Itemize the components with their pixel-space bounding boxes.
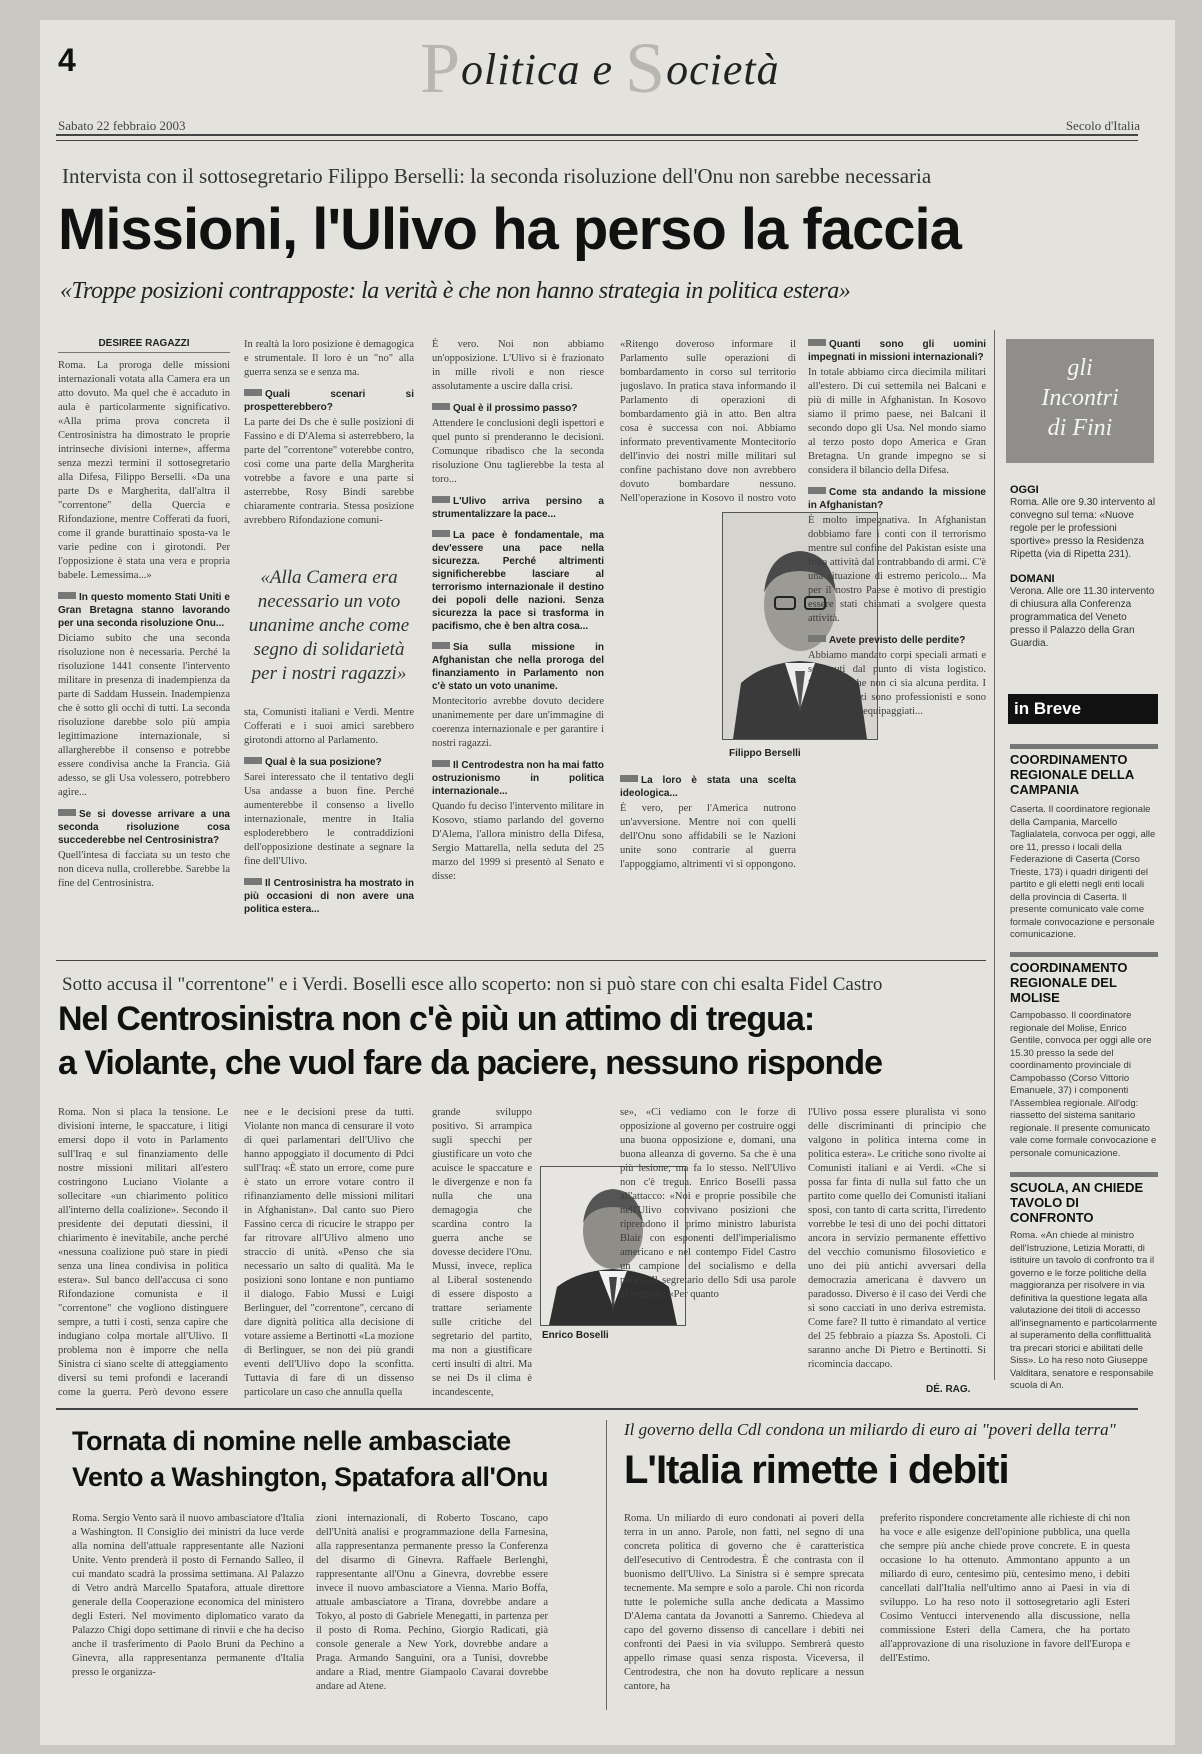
article1-kicker: Intervista con il sottosegretario Filippo Berselli: la seconda risoluzione dell'Onu non sarebbe necessaria bbox=[62, 164, 932, 188]
brief3-title: SCUOLA, AN CHIEDE TAVOLO DI CONFRONTO bbox=[1010, 1172, 1158, 1225]
interview-question bbox=[244, 388, 414, 414]
brief2-text: Campobasso. Il coordinatore regionale del Molise, Enrico Gentile, convoca per oggi alle ore 15.30 presso la sede del coordinamento provinciale di Campobasso (Corso Vittorio Emanuele, 37) i componenti l'Assemblea regionale. All'odg: riassetto del sistema sanitario regionale. Il presente comunicato vale come formale convocazione e personale comunicazione. bbox=[1010, 1010, 1157, 1159]
article1-text: È vero, per l'America nutrono un'avversione. Mentre noi con quelli dell'Onu sono affidabili se le Nazioni unite sono contrarie al guerra l'appoggiamo, altrimenti vi si oppongono. bbox=[620, 803, 796, 870]
issue-date: Sabato 22 febbraio 2003 bbox=[58, 118, 186, 133]
article3-headline-line1: Tornata di nomine nelle ambasciate bbox=[72, 1426, 511, 1456]
article2-col3 bbox=[432, 1106, 532, 1400]
interview-question bbox=[432, 759, 604, 798]
article1-text: Abbiamo mandato corpi speciali armati e sostenuti dal punto di vista logistico. Speriamo che non ci sia alcuna perdita. I nostri ragazzi sono professionisti e sono ottimamente equipaggiati... bbox=[808, 650, 986, 717]
article1-text: «Ritengo doveroso informare il Parlamento sulle operazioni di bombardamento in corso sul territorio jugoslavo. In pratica stava informando il Parlamento di operazioni di bombardamento già in atto. Ben altra cosa è successa con noi. Abbiamo informato preventivamente Montecitorio dell'invio dei nostri mille militari sul confine pachistano dove non avrebbero dovuto bombardare nessuno. Nell'operazione in Kosovo il nostro voto bbox=[620, 339, 796, 504]
article1-text: Sarei interessato che il tentativo degli Usa andasse a buon fine. Perché aumenterebbe il consenso a livello internazionale, mentre in Italia esploderebbero le contraddizioni dell'opposizione destinate a segnare la fine dell'Ulivo. bbox=[244, 772, 414, 867]
article1-text: Attendere le conclusioni degli ispettori e quel punto si prenderanno le decisioni. Comunque ribadisco che la seconda risoluzione Onu taglierebbe la testa al toro... bbox=[432, 418, 604, 485]
masthead-rule bbox=[56, 134, 1138, 136]
question-marker bbox=[808, 339, 826, 346]
agenda bbox=[1010, 478, 1158, 650]
article1-col5 bbox=[808, 330, 986, 950]
question-text: Il Centrodestra non ha mai fatto ostruzionismo in politica internazionale... bbox=[432, 760, 604, 797]
article2-text: se», «Ci vediamo con le forze di opposizione al governo per costruire oggi una buona opposizione e, domani, una buona alleanza di governo. Sa che è una più lesione, ma fa lo stesso. Nell'Ulivo non c'è tregua. Enrico Boselli passa all'attacco: «Noi e proprie possibile che nell'Ulivo convivano posizioni che riprendono il primo ministro laburista Blair con esponenti dell'imperialismo americano e nel contempo Fidel Castro un campione del socialismo e della pace». Il segretario dello Sdi usa parole al vetriolo: «Per quanto bbox=[620, 1107, 796, 1300]
article1-col2-bottom bbox=[244, 706, 414, 950]
article-divider-vertical bbox=[606, 1420, 607, 1710]
article2-col1 bbox=[58, 1106, 228, 1400]
page-number: 4 bbox=[58, 42, 76, 78]
article4-col2 bbox=[880, 1512, 1130, 1708]
question-marker bbox=[244, 389, 262, 396]
interview-question bbox=[432, 529, 604, 633]
article2-text: grande sviluppo positivo. Si arrampica sugli specchi per giustificare un voto che acuisce le spaccature e le divergenze e non fa nulla che una demagogia che scardina contro la guerra anche se dovesse decidere l'Onu. Mussi, invece, replica al Liberal sostenendo di essere disposto a trattare seriamente sulle critiche del segretario del partito, ma non a giustificare certi insulti di altri. Ma se nei Ds il clima è incandescente, bbox=[432, 1107, 532, 1398]
incontri-di-fini-title bbox=[1006, 353, 1154, 443]
question-text: Qual è la sua posizione? bbox=[265, 757, 382, 768]
masthead-rule-thin bbox=[56, 140, 1138, 141]
interview-question bbox=[620, 774, 796, 800]
question-marker bbox=[244, 757, 262, 764]
question-marker bbox=[620, 775, 638, 782]
question-text: La pace è fondamentale, ma dev'essere una pace nella sicurezza. Perché altrimenti significherebbe lasciare al terrorismo internazionale il destino dei popoli delle nazioni. Senza sicurezza la pace si trasforma in pacifismo, che è ben altra cosa... bbox=[432, 530, 604, 632]
brief1-title: COORDINAMENTO REGIONALE DELLA CAMPANIA bbox=[1010, 744, 1158, 797]
question-marker bbox=[432, 760, 450, 767]
interview-question bbox=[58, 591, 230, 630]
interview-question bbox=[432, 495, 604, 521]
article3-text: zioni internazionali, di Roberto Toscano, capo dell'Unità analisi e programmazione della Farnesina, alla rappresentanza permanente presso la Conferenza del disarmo di Ginevra. Raffaele Berlenghi, rappresentante all'Onu a Ginevra, dovrebbe essere invece il nuovo ambasciatore a Vienna. Mario Boffa, attuale ambasciatore a Tirana, dovrebbe andare a Tokyo, al posto di Gabriele Menegatti, in partenza per il posto di Roma. Pechino, Giorgio Radicati, già console generale a New York, dovrebbe andare a Praga. Armando Sanguini, ora a Tunisi, dovrebbe andare a Riad, mentre Giampaolo Cavarai dovrebbe andare ad Atene. bbox=[316, 1513, 548, 1692]
article4-text: Roma. Un miliardo di euro condonati ai poveri della terra in un anno. Parole, non fatti, nel segno di una concreta politica di governo che è caratteristica dell'esecutivo di Centrodestra. È che contrasta con il buonismo dell'Ulivo. La Sinistra si è sempre sprecata tecnemente. Ma sempre e solo a parole. Chi non ricorda tutte le polemiche sulla anche dedicata a Massimo D'Alema cantata da Jovanotti a Sanremo. Chiedeva al capo del governo dissenso di cancellare i debiti nei confronti dei Paesi in via sviluppo. Sembrerà questo appello rimase quasi senza risposta. Viceversa, il Centrodestra, che non ha dovuto replicare a nessun cantore, ha bbox=[624, 1513, 864, 1692]
question-text: Il Centrosinistra ha mostrato in più occasioni di non avere una politica estera... bbox=[244, 878, 414, 915]
article4-headline: L'Italia rimette i debiti bbox=[624, 1448, 1009, 1492]
article-divider bbox=[56, 1408, 1138, 1410]
interview-question bbox=[808, 486, 986, 512]
question-marker bbox=[808, 487, 826, 494]
article4-col1 bbox=[624, 1512, 864, 1708]
question-marker bbox=[432, 642, 450, 649]
question-text: L'Ulivo arriva persino a strumentalizzare la pace... bbox=[432, 496, 604, 520]
article2-kicker: Sotto accusa il "correntone" e i Verdi. Boselli esce allo scoperto: non si può stare con chi esalta Fidel Castro bbox=[62, 974, 883, 995]
newspaper-name: Secolo d'Italia bbox=[1065, 118, 1140, 133]
article1-text: In realtà la loro posizione è demagogica e strumentale. Il loro è un "no" alla guerra senza se e senza ma. bbox=[244, 339, 414, 378]
article1-text: In totale abbiamo circa diecimila militari all'estero. Di cui settemila nei Balcani e più di mille in Afghanistan. In Kosovo siamo il primo paese, nei Balcani il secondo dopo gli Usa. Nel mondo siamo al terzo posto dopo America e Gran Bretagna. Un grande impegno se si considera il bilancio della Difesa. bbox=[808, 367, 986, 476]
brief1-text: Caserta. Il coordinatore regionale della Campania, Marcello Taglialatela, convoca per oggi, alle ore 11, presso i locali della Federazione di Caserta (Corso Trieste, 173) i quadri dirigenti del partito e gli eletti negli enti locali della provincia di Caserta. Il presente comunicato vale come formale convocazione e personale comunicazione. bbox=[1010, 804, 1156, 940]
article2-headline-line2: a Violante, che vuol fare da paciere, nessuno risponde bbox=[58, 1044, 882, 1082]
in-breve-banner: in Breve bbox=[1008, 694, 1158, 724]
agenda-oggi-text: Roma. Alle ore 9.30 intervento al convegno sul tema: «Nuove regole per le professioni sportive» presso la Residenza Ripetta (via di Ripetta 231). bbox=[1010, 497, 1156, 560]
incontri-di-fini-box bbox=[1006, 339, 1154, 463]
article1-text: È vero. Noi non abbiamo un'opposizione. L'Ulivo si è frazionato in mille rivoli e non riesce assolutamente a uscire dalla crisi. bbox=[432, 339, 604, 392]
berselli-caption: Filippo Berselli bbox=[729, 748, 801, 759]
article1-text: Roma. La proroga delle missioni internazionali votata alla Camera era un atto dovuto. Ma quel che è accaduto in aula è particolarmente significativo. «Alla prima prova concreta il Centrosinistra ha dimostrato le proprie intrinseche divisioni interne», afferma senza mezzi termini il sottosegretario alla Difesa, Filippo Berselli. «Da una parte Ds e Margherita, dall'altra il "correntone" della Quercia e Rifondazione, mentre Cofferati da fuori, come il grande burattinaio sposta-va le varie pedine con i girotondi. Per l'opposizione è stata una vera e propria babele. Lemessima...» bbox=[58, 360, 230, 581]
question-text: Se si dovesse arrivare a una seconda risoluzione cosa succederebbe nel Centrosinistra? bbox=[58, 809, 230, 846]
article1-col4-top bbox=[620, 338, 796, 508]
article1-byline: DÉSIRÉE RAGAZZI bbox=[58, 338, 230, 353]
article1-col4-side bbox=[620, 512, 716, 742]
question-marker bbox=[58, 809, 76, 816]
article4-kicker: Il governo della Cdl condona un miliardo di euro ai "poveri della terra" bbox=[624, 1420, 1116, 1439]
article1-pullquote: «Alla Camera era necessario un voto unanime anche come segno di solidarietà per i nostri ragazzi» bbox=[248, 567, 410, 684]
question-text: Sia sulla missione in Afghanistan che nella proroga del finanziamento in Parlamento non c'è stato un voto unanime. bbox=[432, 642, 604, 692]
article1-col3 bbox=[432, 338, 604, 950]
interview-question bbox=[432, 402, 604, 415]
question-text: Come sta andando la missione in Afghanistan? bbox=[808, 487, 986, 511]
article2-text: nee e le decisioni prese da tutti. Violante non manca di censurare il voto di quei parlamentari dell'Ulivo che hanno appoggiato il documento di Pdci sull'Iraq: «È stato un errore, come pure è stato un errore votare contro il rifinanziamento delle missioni militari in Afghanistan». Dal canto suo Piero Fassino cerca di ricucire le strappo per far ritrovare all'Ulivo almeno uno straccio di unità. «Penso che sia necessario un salto di qualità. Ma le posizioni sono lontane e non puntiamo il dialogo. Fabio Mussi e Luigi Berlinguer, del "correntone", cercano di dare dignità politica alla decisione di votare assieme a Bertinotti «La mozione di Berlinguer, se non dei più grandi eventi dell'Ulivo dopo la sconfitta. Tuttavia di fare di un dissenso particolare un caso che annulla quella bbox=[244, 1107, 414, 1398]
boselli-caption: Enrico Boselli bbox=[542, 1330, 609, 1341]
brief2-title: COORDINAMENTO REGIONALE DEL MOLISE bbox=[1010, 952, 1158, 1005]
section-word-2: ocietà bbox=[666, 45, 780, 94]
interview-question bbox=[808, 634, 986, 647]
article1-text: La parte dei Ds che è sulle posizioni di Fassino e di D'Alema si asterrebbero, la parte del "correntone" voterebbe contro, così come una parte della Margherita votrebbe a favore e una parte si asterrebbe, Rosy Bindi sarebbe chiaramente contraria. Stessa posizione avrebbero Rifondazione comuni- bbox=[244, 417, 414, 526]
section-initial-s: S bbox=[625, 28, 667, 108]
interview-question bbox=[244, 756, 414, 769]
incontri-line: gli bbox=[1067, 355, 1093, 381]
article1-text: Diciamo subito che una seconda risoluzione non è necessaria. Perché la risoluzione 1441 consente l'intervento militare in presenza di inadempienza da parte di Saddam Hussein. Inadempienza che è sotto gli occhi di tutti. La seconda risoluzione darebbe solo più ampia legittimazione internazionale, si allargherebbe il consenso e potrebbe essere condivisa anche la Francia. Già adesso, se gli Usa volessero, potrebbero agire... bbox=[58, 633, 230, 798]
article1-text: Montecitorio avrebbe dovuto decidere unanimemente per dare un'immagine di coerenza internazionale e per garantire i nostri ragazzi. bbox=[432, 696, 604, 749]
agenda-domani-label: DOMANI bbox=[1010, 573, 1055, 585]
interview-question bbox=[808, 338, 986, 364]
agenda-domani-text: Verona. Alle ore 11.30 intervento di chiusura alla Conferenza programmatica del Veneto presso il Palazzo della Gran Guardia. bbox=[1010, 586, 1155, 649]
sidebar-divider bbox=[994, 330, 995, 1380]
article1-headline: Missioni, l'Ulivo ha perso la faccia bbox=[58, 197, 961, 262]
article2-col5 bbox=[808, 1106, 986, 1368]
article4-text: preferito rispondere concretamente alle richieste di chi non ha voce e alle esigenze dell'opinione pubblica, una quella che sempre più anche chiede prove concrete. E in questa occasione lo ha ottenuto. Ammontano appunto a un miliardo di euro, centesimo più, centesimo meno, i debiti cancellati dall'Italia nell'ultimo anno ai Paesi in via di sviluppo. Lo ha reso noto il sottosegretario agli Esteri Cosimo Ventucci intervenendo alla discussione, nella commissione Esteri della Camera, che ha portato all'approvazione di una risoluzione in favore dell'Europa e dell'Estimo. bbox=[880, 1513, 1130, 1664]
article2-text: Roma. Non si placa la tensione. Le divisioni interne, le spaccature, i litigi emersi dopo il voto in Parlamento sull'Iraq e sul finanziamento delle nostre missioni militari all'estero costringono Luciano Violante a sollecitare «un chiarimento politico all'interno della coalizione». Secondo il presidente dei deputati diessini, il chiarimento è inevitabile, anche perché «nessuna coalizione può stare in piedi senza una linea condivisa in politica estera». Sul banco dell'accusa ci sono Rifondazione comunista e il "correntone" che vogliono distinguere sempre, a tutti i costi, senza capire che indugiano colpa mortale all'Ulivo. Il problema non è imporre che nella Sinistra ci siano scelte di atteggiamento diversi su temi profondi e lacerandi come la guerra. Però devono essere bbox=[58, 1107, 228, 1398]
question-text: In questo momento Stati Uniti e Gran Bretagna stanno lavorando per una seconda risoluzione Onu... bbox=[58, 592, 230, 629]
article3-col2 bbox=[316, 1512, 548, 1708]
article2-col4 bbox=[620, 1106, 796, 1400]
article3-headline-line2: Vento a Washington, Spatafora all'Onu bbox=[72, 1462, 548, 1492]
article1-text: Quando fu deciso l'intervento militare in Kosovo, stiamo parlando del governo D'Alema, l'allora ministro della Difesa, Sergio Mattarella, nella seduta del 25 marzo del 1999 si presentò al Senato e disse: bbox=[432, 801, 604, 882]
article1-text: sta, Comunisti italiani e Verdi. Mentre Cofferati e i suoi amici sarebbero girotondi attorno al Parlamento. bbox=[244, 707, 414, 746]
question-marker bbox=[58, 592, 76, 599]
article2-headline-line1: Nel Centrosinistra non c'è più un attimo di tregua: bbox=[58, 1000, 815, 1038]
agenda-oggi-label: OGGI bbox=[1010, 484, 1039, 496]
article3-text: Roma. Sergio Vento sarà il nuovo ambasciatore d'Italia a Washington. Il Consiglio dei ministri da luce verde alla nomina dell'attuale rappresentante alle Nazioni Unite. Vento prenderà il posto di Fernando Salleo, il cui mandato scadrà la prossima settimana. Al Palazzo di Vetro andrà Marcello Spatafora, attuale direttore generale della Cooperazione economica del ministero degli Esteri. Nel movimento diplomatico varato da Palazzo Chigi dopo settimane di rinvii e che ha deciso anche il trasferimento di Paolo Bruni da Pechino a Ginevra, alla rappresentanza permanente d'Italia presso le organizza- bbox=[72, 1513, 304, 1678]
interview-question bbox=[244, 877, 414, 916]
interview-question bbox=[58, 808, 230, 847]
article2-col2 bbox=[244, 1106, 414, 1400]
question-marker bbox=[432, 496, 450, 503]
incontri-line: di Fini bbox=[1047, 415, 1113, 441]
question-marker bbox=[432, 530, 450, 537]
interview-question bbox=[432, 641, 604, 693]
section-word-1: olitica e bbox=[461, 45, 626, 94]
article3-col1 bbox=[72, 1512, 304, 1708]
question-text: Quali scenari si prospetterebbero? bbox=[244, 389, 414, 413]
section-title bbox=[420, 28, 780, 108]
brief3-text: Roma. «An chiede al ministro dell'Istruzione, Letizia Moratti, di istituire un tavolo di confronto tra il governo e le forze politiche della maggioranza per risolvere in via definitiva la questione legata alla valutazione dei titoli di accesso all'insegnamento e particolarmente al superamento della conflittualità tra precari storici e abilitati delle Siss». Lo ha reso noto Giuseppe Valditara, senatore e responsabile scuola di An. bbox=[1010, 1230, 1158, 1391]
article1-col2-top bbox=[244, 338, 414, 562]
article1-text: Quell'intesa di facciata su un testo che non diceva nulla, crollerebbe. Sarebbe la fine del Centrosinistra. bbox=[58, 850, 230, 889]
section-initial-p: P bbox=[420, 28, 462, 108]
question-marker bbox=[244, 878, 262, 885]
article2-signature: DÉ. RAG. bbox=[926, 1384, 971, 1395]
question-marker bbox=[432, 403, 450, 410]
question-marker bbox=[808, 635, 826, 642]
article1-col4-bottom bbox=[620, 766, 796, 950]
article-divider bbox=[56, 960, 986, 961]
article2-text: l'Ulivo possa essere pluralista vi sono delle discriminanti di principio che valgono in politica interna come in politica estera». Le critiche sono rivolte ai Comunisti italiani e ai Verdi. «Che si possa far finta di nulla sul fatto che un partito come quello dei Comunisti italiani sposi, con tanto di carta scritta, l'irredento vorrebbe le tesi di uno dei pochi dittatori ancora in servizio permanente effettivo del vecchio comunismo filosovietico e uno dei più antichi avversari della democrazia americana è davvero un paradosso. Diverso è il caso dei Verdi che si sono cacciati in uno deriva estremista. Come fare? Il tutto è rimandato al vertice del 25 febbraio a piazza Ss. Apostoli. Ci saranno anche Di Pietro e Bertinotti. Si ricomincia daccapo. bbox=[808, 1107, 986, 1368]
question-text: Quanti sono gli uomini impegnati in missioni internazionali? bbox=[808, 339, 986, 363]
question-text: Avete previsto delle perdite? bbox=[829, 635, 966, 646]
question-text: Qual è il prossimo passo? bbox=[453, 403, 578, 414]
question-text: La loro è stata una scelta ideologica... bbox=[620, 775, 796, 799]
article1-text: È molto impegnativa. In Afghanistan dobbiamo fare i conti con il terrorismo mentre sul confine del Pakistan esiste una folta attività dal contrabbando di armi. C'è una situazione di estremo pericolo... Ma per il nostro Paese è motivo di prestigio essere stati chiamati a svolgere questa attività. bbox=[808, 515, 986, 624]
article1-subhead: «Troppe posizioni contrapposte: la verità è che non hanno strategia in politica estera» bbox=[60, 278, 851, 304]
article1-col1 bbox=[58, 338, 230, 950]
incontri-line: Incontri bbox=[1041, 385, 1119, 411]
